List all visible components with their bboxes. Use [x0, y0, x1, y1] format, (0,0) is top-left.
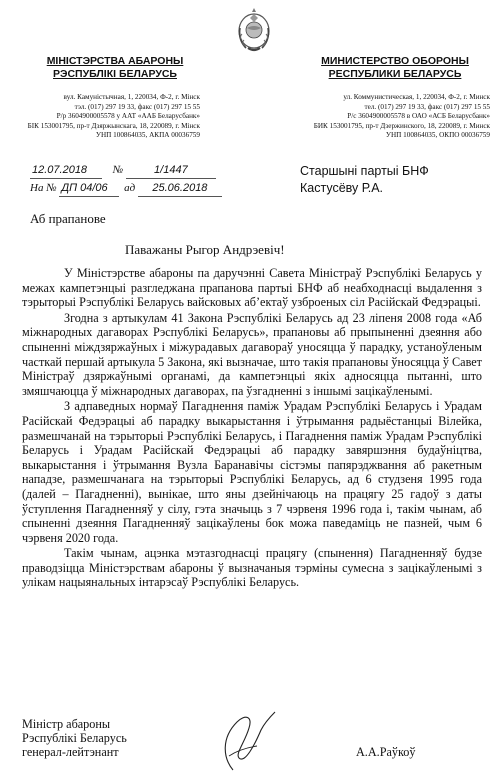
body-paragraph: Згодна з артыкулам 41 Закона Рэспублікі Беларусь ад 23 ліпеня 2008 года «Аб міжнародных дагаворах Рэспублікі Беларусь», прапановы аб прыпыненні дзеяння або спыненні міждзяржаўных і міжурадавых дагавораў уносяцца ў парадку, устаноўленым часткай першай артыкула 5 Закона, які вызначае, што такія прапановы ўносяцца ў Савет Міністраў дзяржаўнымі органамі, да кампетэнцыі якіх адносяцца пытанні, што змяшчаюцца ў міжнародных дагаворах, па ўзгадненні з іншымі зацікаўленымі. [22, 310, 482, 398]
addressee-line: Старшыні партыі БНФ [300, 164, 429, 178]
body-paragraph: У Міністэрстве абароны па даручэнні Савета Міністраў Рэспублікі Беларусь у межах кампетэнцыі разгледжана прапанова партыі БНФ аб неабходнасці выдалення з тэрыторыі Рэспублікі Беларусь вайсковых аб’ектаў узброеных сіл Расійскай Федэрацыі. [22, 266, 482, 310]
registration-line-1 [30, 163, 216, 179]
letter-subject: Аб прапанове [30, 211, 106, 226]
registration-ref-label: На № [30, 182, 57, 194]
addressee-line: Кастусёву Р.А. [300, 181, 384, 195]
registration-number: 1/1447 [126, 163, 216, 179]
registration-no-label: № [112, 164, 124, 176]
header-right-address-line: УНП 100864035, ОКПО 00036759 [385, 131, 490, 140]
header-right-title-line: МИНИСТЕРСТВО ОБОРОНЫ [321, 55, 469, 67]
header-right-address-line: ул. Коммунистическая, 1, 220034, Ф-2, г. Минск [343, 93, 490, 101]
registration-ref-number: ДП 04/06 [59, 181, 119, 197]
signatory-name: А.А.Раўкоў [356, 745, 416, 759]
letter-body [22, 266, 482, 590]
header-left-address-line: БІК 153001795, пр-т Дзяржынскага, 18, 220089, г. Мінск [27, 121, 200, 130]
header-right-address [290, 93, 490, 141]
header-left-address-line: УНП 100864035, АКПА 00036759 [95, 131, 200, 140]
registration-ref-date: 25.06.2018 [138, 181, 222, 197]
header-left-address [15, 93, 200, 141]
signatory-position [22, 717, 127, 759]
header-left-address-line: Р/р 3604900005578 у ААТ «ААБ Беларусбанк» [56, 112, 200, 121]
salutation: Паважаны Рыгор Андрэевіч! [125, 242, 285, 257]
header-right-title-line: РЕСПУБЛИКИ БЕЛАРУСЬ [328, 68, 462, 80]
position-line: генерал-лейтэнант [22, 745, 119, 759]
body-paragraph: Такім чынам, ацэнка мэтазгоднасці працягу (спынення) Пагадненняў будзе праводзіцца Міністэрствам абароны ў вызначаныя тэрміны сумесна з зацікаўленымі з улікам нацыянальных інтарэсаў Рэспублікі Беларусь. [22, 546, 482, 590]
handwritten-signature-icon [215, 708, 280, 774]
registration-line-2 [30, 181, 222, 197]
state-emblem-icon [236, 6, 272, 54]
header-right [300, 55, 490, 81]
registration-date: 12.07.2018 [30, 163, 102, 179]
header-left [15, 55, 215, 81]
header-left-title-line: МІНІСТЭРСТВА АБАРОНЫ [46, 55, 184, 67]
header-left-title-line: РЭСПУБЛІКІ БЕЛАРУСЬ [53, 68, 177, 80]
header-left-address-line: тэл. (017) 297 19 33, факс (017) 297 15 55 [74, 102, 200, 111]
registration-ref-date-label: ад [124, 182, 136, 194]
position-line: Міністр абароны [22, 717, 111, 731]
header-right-title [300, 55, 490, 81]
position-line: Рэспублікі Беларусь [22, 731, 127, 745]
addressee [300, 163, 429, 197]
header-right-address-line: тел. (017) 297 19 33, факс (017) 297 15 55 [364, 102, 490, 111]
header-right-address-line: БИК 153001795, пр-т Дзержинского, 18, 220089, г. Минск [313, 121, 490, 130]
header-left-title [15, 55, 215, 81]
body-paragraph: З адпаведных нормаў Пагаднення паміж Урадам Рэспублікі Беларусь і Урадам Расійскай Федэрацыі аб парадку выкарыстання і ўтрымання радыёстанцыі Вілейка, размешчанай на тэрыторыі Рэспублікі Беларусь, і Пагаднення паміж Урадам Рэспублікі Беларусь і Урадам Расійскай Федэрацыі аб парадку завяршэння будаўніцтва, выкарыстання і ўтрымання Вузла Баранавічы сістэмы папярэджвання аб ракетным нападзе, размешчанага на тэрыторыі Рэспублікі Беларусь, ад 6 студзеня 1995 года (далей – Пагадненні), вынікае, што яны дзейнічаюць на працягу 25 гадоў з даты ўступлення Пагадненняў у сілу, гэта значыць з 7 чэрвеня 1996 года і, такім чынам, аб спыненні дзеяння Пагадненняў зацікаўлены бок можа паведаміць не пазней, чым 6 чэрвеня 2020 года. [22, 399, 482, 545]
header-right-address-line: Р/с 3604900005578 в ОАО «АСБ Беларусбанк» [347, 112, 490, 121]
header-left-address-line: вул. Камуністычная, 1, 220034, Ф-2, г. Мінск [63, 93, 200, 101]
